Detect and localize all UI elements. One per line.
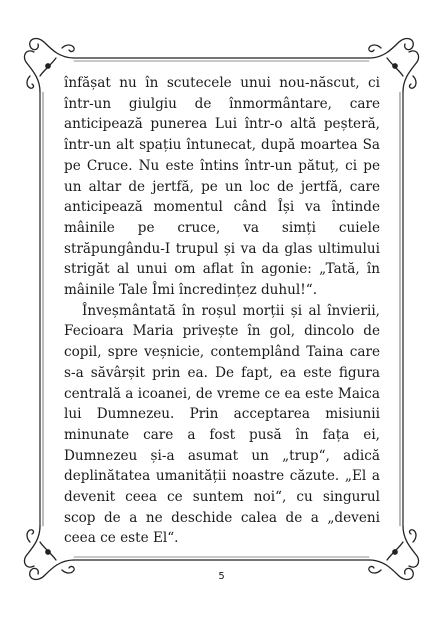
- paragraph-1: înfășat nu în scutecele unui nou-născut, ci într-un giulgiu de înmormântare, care anticipează punerea Lui într-o altă peșteră, într-un alt spațiu întunecat, după moartea Sa pe Cruce. Nu este întins într-un pătuț, ci pe un altar de jertfă, pe un loc de jertfă, care anticipează momentul când Își va întinde mâinile pe cruce, va simți cuiele străpungându-I trupul și va da glas ultimului strigăt al unui om aflat în agonie: „Tată, în mâinile Tale Îmi încredințez duhul!“.: [64, 75, 380, 299]
- body-text: [64, 73, 380, 549]
- page-number: 5: [218, 571, 225, 582]
- paragraph-2: Înveșmântată în roșul morții și al învierii, Fecioara Maria privește în gol, dincolo de copil, spre veșnicie, contemplând Taina care s-a săvârșit prin ea. De fapt, ea este figura centrală a icoanei, de vreme ce ea este Maica lui Dumnezeu. Prin acceptarea misiunii minunate care a fost pusă în fața ei, Dumnezeu și-a asumat un „trup“, adică deplinătatea umanității noastre căzute. „El a devenit ceea ce suntem noi“, cu singurul scop de a ne deschide calea de a „deveni ceea ce este El“.: [64, 302, 380, 547]
